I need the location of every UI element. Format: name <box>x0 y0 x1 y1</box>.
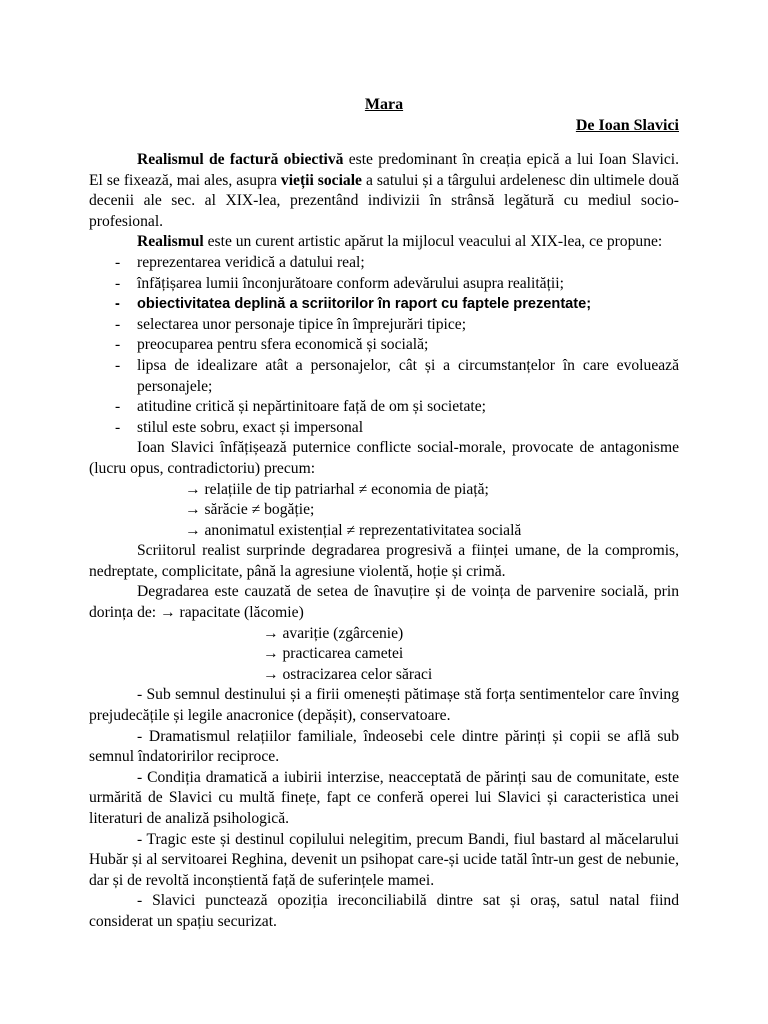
realism-definition <box>89 232 679 253</box>
body-paragraph: - Tragic este și destinul copilului nelegitim, precum Bandi, fiul bastard al măcelarului Hubăr și al servitoarei Reghina, devenit un psihopat care-și ucide tatăl într-un gest de nebunie, dar și de revoltă inconștientă față de suferințele mamei. <box>89 830 679 889</box>
intro-text-1: este predominant în creația epică a lui Ioan Slavici. El se fixează, mai ales, asupra <box>89 151 679 189</box>
degradation-paragraph-1: Scriitorul realist surprinde degradarea progresivă a ființei umane, de la compromis, nedreptate, complicitate, până la agresiune violentă, hoție și crimă. <box>89 542 679 580</box>
list-item: - reprezentarea veridică a datului real; <box>89 253 679 274</box>
intro-text-2: a satului și a târgului ardelenesc din ultimele două decenii ale sec. al XIX-lea, prezentând indivizii în strânsă legătură cu mediul socio-profesional. <box>89 171 679 230</box>
list-item: - lipsa de idealizare atât a personajelor, cât și a circumstanțelor în care evoluează personajele; <box>89 356 679 397</box>
conflicts-intro: Ioan Slavici înfățișează puternice conflicte social-morale, provocate de antagonisme (lucru opus, contradictoriu) precum: <box>89 439 679 477</box>
degradation-paragraph-2 <box>89 582 679 623</box>
body-paragraph: - Sub semnul destinului și a firii omenești pătimașe stă forța sentimentelor care înving prejudecățile și legile anacronice (depășit), conservatoare. <box>89 686 679 725</box>
list-item: - înfățișarea lumii înconjurătoare conform adevărului asupra realității; <box>89 274 679 295</box>
body-paragraph: - Slavici punctează opoziția ireconciliabilă dintre sat și oraș, satul natal fiind considerat un spațiu securizat. <box>89 892 679 930</box>
degradation-lead: Degradarea este cauzată de setea de înavuțire și de voința de parvenire socială, prin dorința de: <box>89 583 679 622</box>
list-item: - preocuparea pentru sfera economică și socială; <box>89 335 679 356</box>
list-item: - obiectivitatea deplină a scriitorilor în raport cu faptele prezentate; <box>89 294 679 315</box>
realism-def-text: este un curent artistic apărut la mijlocul veacului al XIX-lea, ce propune: <box>203 233 663 251</box>
conflict-line: → anonimatul existențial ≠ reprezentativitatea socială <box>185 521 522 539</box>
degradation-cause: → rapacitate (lăcomie) <box>160 604 304 622</box>
body-paragraph: - Condiția dramatică a iubirii interzise, neacceptată de părinți sau de comunitate, este urmărită de Slavici cu multă finețe, fapt ce conferă operei lui Slavici și caracteristica unei literaturi de analiză psihologică. <box>89 768 679 827</box>
list-item: - stilul este sobru, exact și impersonal <box>89 418 679 439</box>
body-paragraph: - Dramatismul relațiilor familiale, îndeosebi cele dintre părinți și copii se află sub semnul îndatoririlor reciproce. <box>89 727 679 766</box>
list-item: - atitudine critică și nepărtinitoare față de om și societate; <box>89 397 679 418</box>
realism-list <box>89 253 679 438</box>
intro-bold-mid: vieții sociale <box>280 171 362 189</box>
degradation-cause: → avariție (zgârcenie) <box>263 624 404 642</box>
conflict-line: → relațiile de tip patriarhal ≠ economia de piață; <box>185 480 489 498</box>
degradation-cause: → ostracizarea celor săraci <box>263 665 433 683</box>
document-author: De Ioan Slavici <box>575 117 679 134</box>
conflict-line: → sărăcie ≠ bogăție; <box>185 501 315 519</box>
intro-bold-lead: Realismul de factură obiectivă <box>137 151 344 168</box>
degradation-cause: → practicarea cametei <box>263 645 404 663</box>
document-title: Mara <box>364 96 404 113</box>
realism-bold-lead: Realismul <box>137 233 204 251</box>
document-page <box>89 94 679 933</box>
list-item: - selectarea unor personaje tipice în împrejurări tipice; <box>89 315 679 336</box>
intro-paragraph <box>89 150 679 232</box>
